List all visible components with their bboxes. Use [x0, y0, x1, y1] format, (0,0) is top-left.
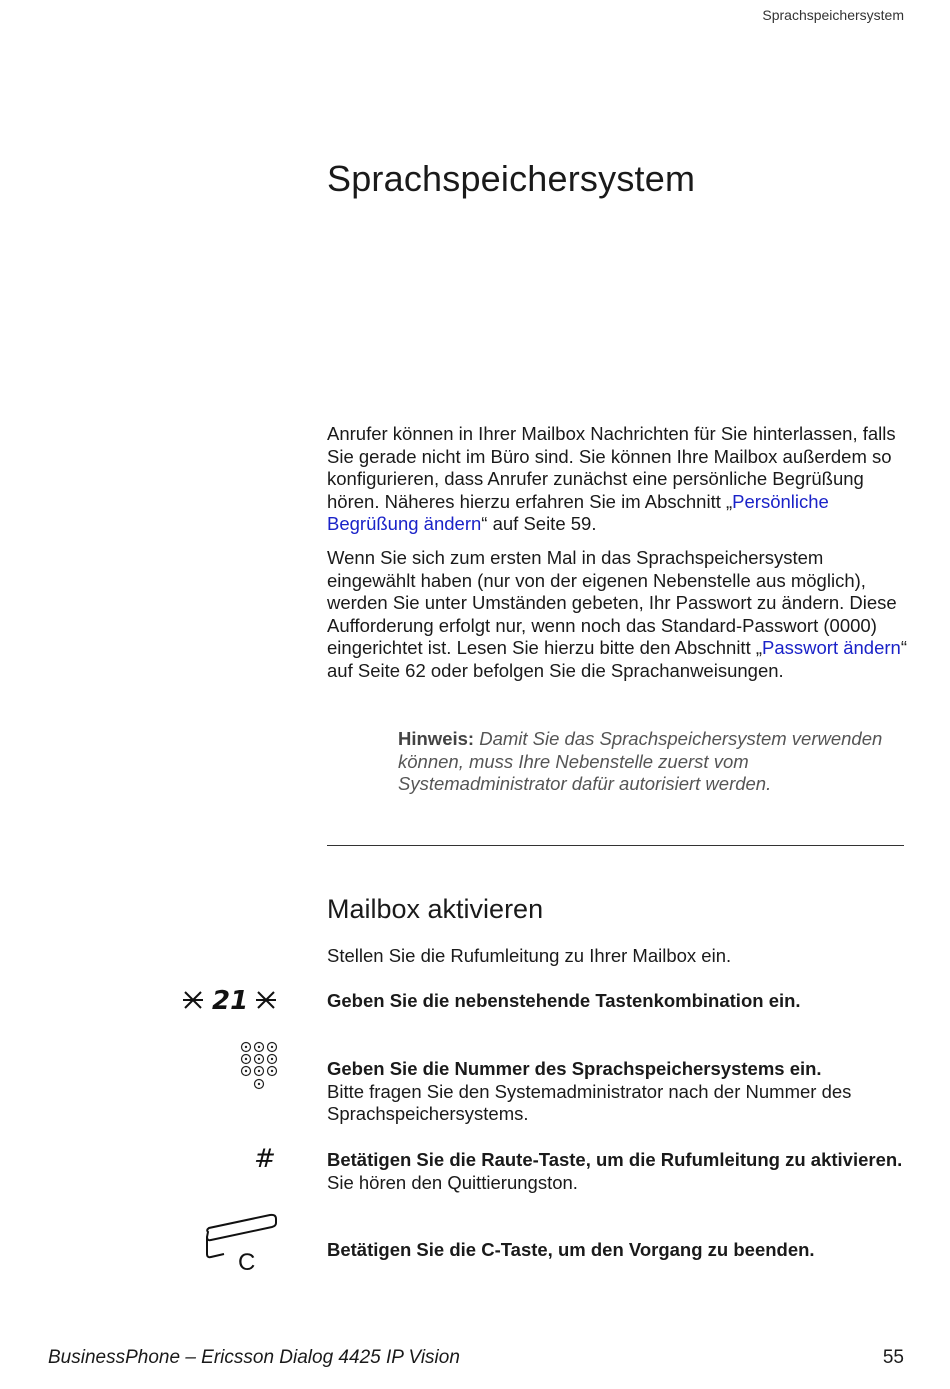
section-lead: Stellen Sie die Rufumleitung zu Ihrer Mailbox ein.: [327, 945, 732, 966]
step-3-description: Sie hören den Quittierungston.: [327, 1171, 578, 1193]
hash-key-label: #: [254, 1144, 276, 1173]
running-header: Sprachspeichersystem: [762, 7, 904, 23]
star-21-star-keys-icon: [182, 984, 282, 1016]
c-key-label: C: [238, 1249, 256, 1274]
intro-paragraph-1: [327, 423, 907, 536]
footer-product-name: BusinessPhone – Ericsson Dialog 4425 IP Vision: [48, 1347, 460, 1368]
star-21-star-svg: [182, 984, 282, 1016]
note-label: Hinweis:: [398, 728, 475, 749]
star-left-icon: [183, 992, 203, 1008]
keypad-svg: [238, 1040, 280, 1096]
intro-p2-tail: “ auf Seite 62 oder befolgen Sie die Sprachanweisungen.: [327, 637, 908, 681]
step-1: [327, 990, 907, 1013]
c-key-svg: [200, 1210, 282, 1274]
note-text: Damit Sie das Sprachspeichersystem verwenden können, muss Ihre Nebenstelle zuerst vom Systemadministrator dafür autorisiert werden.: [398, 728, 883, 794]
step-2-instruction: Geben Sie die Nummer des Sprachspeichersystems ein.: [327, 1058, 822, 1079]
link-passwort-aendern[interactable]: Passwort ändern: [762, 637, 901, 658]
keypad-icon: [238, 1040, 280, 1096]
section-title: Mailbox aktivieren: [327, 894, 544, 924]
intro-paragraph-2: [327, 547, 907, 682]
link-persoenliche-begruessung[interactable]: Persönliche Begrüßung ändern: [327, 490, 829, 534]
hash-key-icon: [250, 1143, 280, 1173]
intro-p1-text: Anrufer können in Ihrer Mailbox Nachrichten für Sie hinterlassen, falls Sie gerade nicht im Büro sind. Sie können Ihre Mailbox außerdem so konfigurieren, dass Anrufer zunächst eine persönliche Begrüßung hören. Näheres hierzu erfahren Sie im Abschnitt „: [327, 423, 896, 512]
page-number: 55: [882, 1347, 904, 1368]
star-right-icon: [256, 992, 276, 1008]
step-1-instruction: Geben Sie die nebenstehende Tastenkombination ein.: [327, 990, 801, 1011]
step-4: [327, 1239, 907, 1262]
section-divider: [327, 845, 904, 846]
page-title: Sprachspeichersystem: [327, 158, 696, 199]
intro-p1-tail: “ auf Seite 59.: [481, 513, 597, 534]
intro-p2-text: Wenn Sie sich zum ersten Mal in das Sprachspeichersystem eingewählt haben (nur von der eigenen Nebenstelle aus möglich), werden Sie unter Umständen gebeten, Ihr Passwort zu ändern. Diese Aufforderung erfolgt nur, wenn noch das Standard-Passwort (0000) eingerichtet ist. Lesen Sie hierzu bitte den Abschnitt „: [327, 547, 897, 658]
star-keys-digits: 21: [212, 986, 249, 1016]
c-key-icon: [200, 1210, 282, 1274]
step-3: [327, 1149, 907, 1194]
note-box: [398, 728, 913, 796]
step-2: [327, 1058, 907, 1126]
hash-key-svg: [250, 1143, 280, 1173]
step-2-description: Bitte fragen Sie den Systemadministrator nach der Nummer des Sprachspeichersystems.: [327, 1080, 852, 1124]
step-4-instruction: Betätigen Sie die C-Taste, um den Vorgang zu beenden.: [327, 1239, 815, 1260]
step-3-instruction: Betätigen Sie die Raute-Taste, um die Rufumleitung zu aktivieren.: [327, 1149, 903, 1170]
